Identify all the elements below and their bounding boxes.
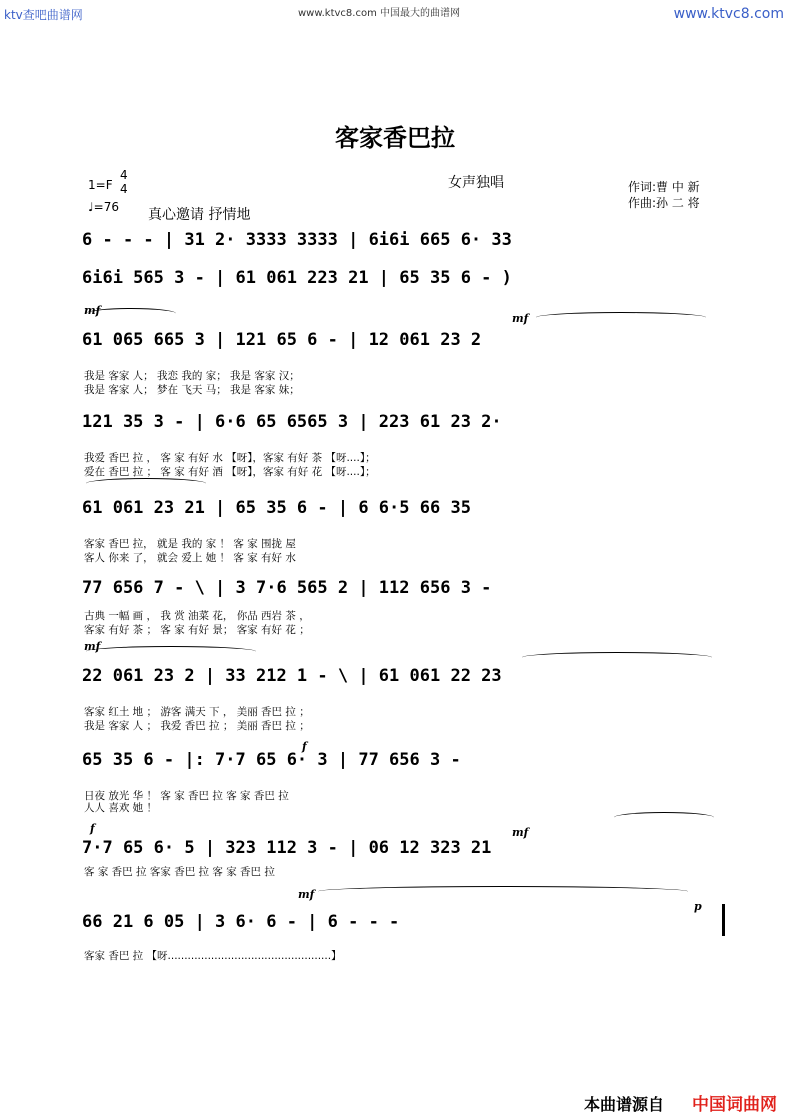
footer-site-link[interactable]: 中国词曲网 [692,1095,777,1115]
dynamic-mark: mf [512,826,529,839]
notation-line: 77 656 7 - \ | 3 7·6 565 2 | 112 656 3 - [82,578,492,598]
lyrics-verse-1: 我是 客家 人； 我恋 我的 家； 我是 客家 汉； [84,370,300,382]
dynamic-mark: f [90,822,95,835]
score-row-10 [82,912,730,972]
score-row-8 [82,750,730,814]
notation-line: 6i6i 565 3 - | 61 061 223 21 | 65 35 6 - ) [82,268,512,288]
dynamic-mark: f [302,740,307,753]
key-signature: 1=F [88,178,113,192]
score-row-1 [82,230,730,270]
lyrics-verse-1: 客家 香巴 拉 【呀.................................................】 [84,950,342,962]
slur-mark [614,812,714,823]
score-row-3 [82,330,730,396]
score-row-9 [82,838,730,888]
lyrics-verse-1: 客家 香巴 拉， 就是 我的 家 ！ 客 家 围拢 屋 [84,538,296,550]
slur-mark [318,886,688,897]
notation-line: 7·7 65 6· 5 | 323 112 3 - | 06 12 323 21 [82,838,492,858]
lyrics-verse-1: 客家 红土 地 ； 游客 满天 下 ， 美丽 香巴 拉 ； [84,706,310,718]
slur-mark [86,646,256,657]
lyrics-verse-2: 人人 喜欢 她 ！ [84,802,158,814]
notation-line: 61 065 665 3 | 121 65 6 - | 12 061 23 2 [82,330,482,350]
notation-line: 65 35 6 - |: 7·7 65 6· 3 | 77 656 3 - [82,750,461,770]
dynamic-mark: p [694,900,702,913]
notation-line: 121 35 3 - | 6·6 65 6565 3 | 223 61 23 2· [82,412,502,432]
lyricist-credit: 作词:曹 中 新 [628,180,700,194]
notation-line: 66 21 6 05 | 3 6· 6 - | 6 - - - [82,912,400,932]
lyrics-verse-2: 客人 你来 了， 就会 爱上 她 ！ 客 家 有好 水 [84,552,296,564]
lyrics-verse-1: 我爱 香巴 拉 ， 客 家 有好 水 【呀】，客家 有好 茶 【呀....】； [84,452,376,464]
score-row-2 [82,268,730,308]
notation-line: 61 061 23 21 | 65 35 6 - | 6 6·5 66 35 [82,498,471,518]
dynamic-mark: mf [84,304,101,317]
slur-mark [86,478,206,489]
score-row-6 [82,578,730,638]
footer-source-label: 本曲谱源自 [584,1095,665,1114]
expression-marking: 真心邀请 抒情地 [148,207,251,223]
notation-line: 6 - - - | 31 2· 3333 3333 | 6i6i 665 6· 33 [82,230,512,250]
final-barline [722,904,725,936]
lyrics-verse-2: 客家 有好 茶 ； 客 家 有好 景； 客家 有好 花 ； [84,624,310,636]
time-sig-top: 4 [120,168,128,182]
tempo-marking: ♩=76 [88,200,119,214]
lyrics-verse-1: 日夜 放光 华 ！ 客 家 香巴 拉 客 家 香巴 拉 [84,790,289,802]
time-sig-bottom: 4 [120,182,128,196]
lyrics-verse-2: 我是 客家 人 ； 我爱 香巴 拉 ； 美丽 香巴 拉 ； [84,720,310,732]
score-row-4 [82,412,730,478]
score-row-5 [82,498,730,564]
notation-line: 22 061 23 2 | 33 212 1 - \ | 61 061 22 23 [82,666,502,686]
dynamic-mark: mf [512,312,529,325]
time-signature [120,168,128,196]
performance-type: 女声独唱 [448,175,504,191]
dynamic-mark: mf [298,888,315,901]
song-title: 客家香巴拉 [335,124,455,152]
lyrics-verse-2: 爱在 香巴 拉 ； 客 家 有好 酒 【呀】，客家 有好 花 【呀....】； [84,466,376,478]
slur-mark [522,652,712,663]
site-tagline: www.ktvc8.com 中国最大的曲谱网 [298,8,461,19]
lyrics-verse-2: 我是 客家 人； 梦在 飞天 马； 我是 客家 妹； [84,384,300,396]
score-row-7 [82,666,730,732]
dynamic-mark: mf [84,640,101,653]
site-url-right[interactable]: www.ktvc8.com [673,6,784,22]
composer-credit: 作曲:孙 二 将 [628,196,700,210]
site-name-left[interactable]: ktv查吧曲谱网 [4,8,83,22]
slur-mark [536,312,706,323]
lyrics-verse-1: 古典 一幅 画 ， 我 赏 油菜 花， 你品 西岩 茶 ， [84,610,310,622]
slur-mark [86,308,176,319]
lyrics-verse-1: 客 家 香巴 拉 客家 香巴 拉 客 家 香巴 拉 [84,866,275,878]
